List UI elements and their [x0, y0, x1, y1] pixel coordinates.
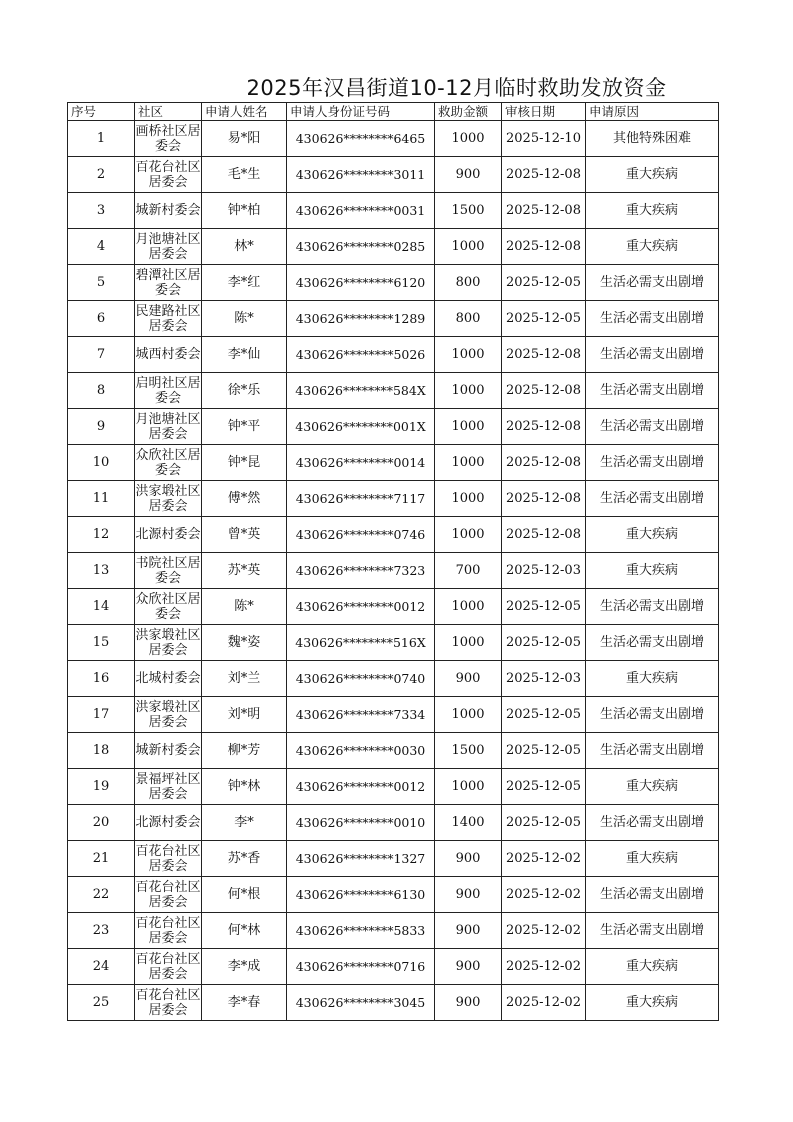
header-name: 申请人姓名 — [202, 103, 287, 121]
cell-name: 陈* — [202, 301, 287, 337]
cell-id-number: 430626********0716 — [287, 949, 435, 985]
cell-name: 林* — [202, 229, 287, 265]
table-row — [68, 193, 719, 229]
table-row — [68, 301, 719, 337]
table-row — [68, 409, 719, 445]
cell-id-number: 430626********5026 — [287, 337, 435, 373]
cell-id-number: 430626********0012 — [287, 589, 435, 625]
cell-id-number: 430626********0014 — [287, 445, 435, 481]
cell-name: 李*仙 — [202, 337, 287, 373]
table-row — [68, 949, 719, 985]
cell-name: 刘*兰 — [202, 661, 287, 697]
cell-no: 2 — [68, 157, 135, 193]
cell-name: 易*阳 — [202, 121, 287, 157]
cell-name: 刘*明 — [202, 697, 287, 733]
cell-id-number: 430626********7323 — [287, 553, 435, 589]
cell-no: 5 — [68, 265, 135, 301]
header-no: 序号 — [68, 103, 135, 121]
cell-amount: 900 — [435, 913, 502, 949]
cell-name: 何*林 — [202, 913, 287, 949]
cell-name: 钟*昆 — [202, 445, 287, 481]
cell-amount: 1000 — [435, 517, 502, 553]
table-body — [68, 121, 719, 1021]
cell-amount: 1500 — [435, 193, 502, 229]
cell-no: 19 — [68, 769, 135, 805]
cell-id-number: 430626********6130 — [287, 877, 435, 913]
cell-no: 7 — [68, 337, 135, 373]
cell-community: 碧潭社区居委会 — [135, 265, 202, 301]
table-row — [68, 589, 719, 625]
cell-amount: 900 — [435, 949, 502, 985]
table-row — [68, 877, 719, 913]
header-reason: 申请原因 — [586, 103, 719, 121]
cell-no: 21 — [68, 841, 135, 877]
cell-date: 2025-12-03 — [502, 553, 586, 589]
cell-id-number: 430626********0740 — [287, 661, 435, 697]
cell-date: 2025-12-05 — [502, 733, 586, 769]
cell-name: 陈* — [202, 589, 287, 625]
cell-date: 2025-12-10 — [502, 121, 586, 157]
cell-amount: 1000 — [435, 229, 502, 265]
cell-reason: 生活必需支出剧增 — [586, 301, 719, 337]
cell-date: 2025-12-05 — [502, 805, 586, 841]
cell-amount: 1500 — [435, 733, 502, 769]
cell-date: 2025-12-08 — [502, 157, 586, 193]
cell-name: 钟*平 — [202, 409, 287, 445]
cell-id-number: 430626********001X — [287, 409, 435, 445]
cell-no: 12 — [68, 517, 135, 553]
cell-no: 3 — [68, 193, 135, 229]
cell-community: 北源村委会 — [135, 805, 202, 841]
table-row — [68, 157, 719, 193]
cell-reason: 生活必需支出剧增 — [586, 805, 719, 841]
cell-no: 4 — [68, 229, 135, 265]
table-row — [68, 769, 719, 805]
cell-reason: 其他特殊困难 — [586, 121, 719, 157]
cell-community: 众欣社区居委会 — [135, 445, 202, 481]
cell-name: 苏*香 — [202, 841, 287, 877]
cell-reason: 重大疾病 — [586, 841, 719, 877]
cell-no: 6 — [68, 301, 135, 337]
cell-amount: 1000 — [435, 373, 502, 409]
cell-date: 2025-12-03 — [502, 661, 586, 697]
cell-no: 14 — [68, 589, 135, 625]
cell-reason: 重大疾病 — [586, 985, 719, 1021]
table-row — [68, 805, 719, 841]
cell-community: 洪家塅社区居委会 — [135, 481, 202, 517]
cell-amount: 900 — [435, 661, 502, 697]
cell-date: 2025-12-08 — [502, 229, 586, 265]
cell-reason: 生活必需支出剧增 — [586, 877, 719, 913]
header-row — [68, 103, 719, 121]
cell-date: 2025-12-08 — [502, 337, 586, 373]
cell-no: 8 — [68, 373, 135, 409]
cell-reason: 重大疾病 — [586, 517, 719, 553]
cell-community: 月池塘社区居委会 — [135, 409, 202, 445]
cell-reason: 重大疾病 — [586, 553, 719, 589]
table-row — [68, 265, 719, 301]
cell-amount: 1400 — [435, 805, 502, 841]
cell-id-number: 430626********3045 — [287, 985, 435, 1021]
cell-id-number: 430626********0031 — [287, 193, 435, 229]
cell-community: 百花台社区居委会 — [135, 841, 202, 877]
cell-amount: 1000 — [435, 121, 502, 157]
cell-reason: 生活必需支出剧增 — [586, 445, 719, 481]
cell-date: 2025-12-08 — [502, 481, 586, 517]
cell-id-number: 430626********6465 — [287, 121, 435, 157]
cell-amount: 800 — [435, 301, 502, 337]
table-row — [68, 517, 719, 553]
cell-amount: 800 — [435, 265, 502, 301]
cell-name: 苏*英 — [202, 553, 287, 589]
cell-no: 24 — [68, 949, 135, 985]
cell-reason: 生活必需支出剧增 — [586, 589, 719, 625]
cell-amount: 1000 — [435, 697, 502, 733]
cell-reason: 生活必需支出剧增 — [586, 409, 719, 445]
cell-amount: 1000 — [435, 589, 502, 625]
table-row — [68, 625, 719, 661]
cell-id-number: 430626********6120 — [287, 265, 435, 301]
table-row — [68, 985, 719, 1021]
cell-no: 23 — [68, 913, 135, 949]
cell-reason: 生活必需支出剧增 — [586, 373, 719, 409]
cell-date: 2025-12-05 — [502, 697, 586, 733]
cell-community: 民建路社区居委会 — [135, 301, 202, 337]
cell-id-number: 430626********3011 — [287, 157, 435, 193]
cell-no: 20 — [68, 805, 135, 841]
cell-no: 11 — [68, 481, 135, 517]
cell-id-number: 430626********7117 — [287, 481, 435, 517]
cell-community: 百花台社区居委会 — [135, 949, 202, 985]
cell-id-number: 430626********1289 — [287, 301, 435, 337]
cell-no: 22 — [68, 877, 135, 913]
cell-reason: 生活必需支出剧增 — [586, 337, 719, 373]
cell-id-number: 430626********5833 — [287, 913, 435, 949]
table-row — [68, 697, 719, 733]
cell-name: 钟*柏 — [202, 193, 287, 229]
cell-community: 城西村委会 — [135, 337, 202, 373]
cell-community: 百花台社区居委会 — [135, 985, 202, 1021]
cell-name: 钟*林 — [202, 769, 287, 805]
cell-no: 18 — [68, 733, 135, 769]
cell-name: 曾*英 — [202, 517, 287, 553]
table-row — [68, 229, 719, 265]
cell-community: 画桥社区居委会 — [135, 121, 202, 157]
cell-community: 景福坪社区居委会 — [135, 769, 202, 805]
cell-name: 李*红 — [202, 265, 287, 301]
cell-reason: 重大疾病 — [586, 769, 719, 805]
cell-date: 2025-12-08 — [502, 409, 586, 445]
table-row — [68, 733, 719, 769]
cell-date: 2025-12-08 — [502, 373, 586, 409]
header-date: 审核日期 — [502, 103, 586, 121]
cell-community: 北源村委会 — [135, 517, 202, 553]
cell-amount: 1000 — [435, 481, 502, 517]
cell-date: 2025-12-02 — [502, 949, 586, 985]
table-row — [68, 445, 719, 481]
cell-name: 魏*姿 — [202, 625, 287, 661]
cell-name: 徐*乐 — [202, 373, 287, 409]
relief-table — [67, 102, 719, 1021]
header-id: 申请人身份证号码 — [287, 103, 435, 121]
cell-community: 书院社区居委会 — [135, 553, 202, 589]
cell-reason: 重大疾病 — [586, 949, 719, 985]
cell-amount: 900 — [435, 841, 502, 877]
page-title: 2025年汉昌街道10-12月临时救助发放资金 — [246, 76, 667, 100]
cell-reason: 重大疾病 — [586, 661, 719, 697]
cell-name: 柳*芳 — [202, 733, 287, 769]
cell-amount: 1000 — [435, 409, 502, 445]
cell-date: 2025-12-05 — [502, 589, 586, 625]
cell-date: 2025-12-05 — [502, 625, 586, 661]
cell-reason: 重大疾病 — [586, 229, 719, 265]
cell-no: 1 — [68, 121, 135, 157]
cell-id-number: 430626********584X — [287, 373, 435, 409]
cell-no: 17 — [68, 697, 135, 733]
cell-name: 何*根 — [202, 877, 287, 913]
cell-community: 城新村委会 — [135, 733, 202, 769]
cell-id-number: 430626********0012 — [287, 769, 435, 805]
cell-community: 百花台社区居委会 — [135, 157, 202, 193]
cell-amount: 1000 — [435, 625, 502, 661]
cell-community: 月池塘社区居委会 — [135, 229, 202, 265]
cell-date: 2025-12-08 — [502, 193, 586, 229]
cell-name: 李* — [202, 805, 287, 841]
cell-amount: 900 — [435, 157, 502, 193]
cell-id-number: 430626********0746 — [287, 517, 435, 553]
cell-community: 百花台社区居委会 — [135, 877, 202, 913]
header-amount: 救助金额 — [435, 103, 502, 121]
cell-reason: 生活必需支出剧增 — [586, 913, 719, 949]
cell-name: 傅*然 — [202, 481, 287, 517]
table-row — [68, 373, 719, 409]
cell-no: 15 — [68, 625, 135, 661]
cell-community: 百花台社区居委会 — [135, 913, 202, 949]
cell-community: 众欣社区居委会 — [135, 589, 202, 625]
cell-date: 2025-12-02 — [502, 913, 586, 949]
cell-id-number: 430626********7334 — [287, 697, 435, 733]
header-community: 社区 — [135, 103, 202, 121]
cell-reason: 生活必需支出剧增 — [586, 265, 719, 301]
cell-no: 10 — [68, 445, 135, 481]
cell-no: 9 — [68, 409, 135, 445]
cell-id-number: 430626********0010 — [287, 805, 435, 841]
cell-name: 李*成 — [202, 949, 287, 985]
cell-id-number: 430626********1327 — [287, 841, 435, 877]
cell-reason: 生活必需支出剧增 — [586, 625, 719, 661]
cell-date: 2025-12-05 — [502, 301, 586, 337]
cell-id-number: 430626********0285 — [287, 229, 435, 265]
cell-reason: 生活必需支出剧增 — [586, 733, 719, 769]
cell-date: 2025-12-08 — [502, 517, 586, 553]
cell-reason: 生活必需支出剧增 — [586, 697, 719, 733]
cell-date: 2025-12-05 — [502, 265, 586, 301]
cell-community: 洪家塅社区居委会 — [135, 625, 202, 661]
cell-name: 李*春 — [202, 985, 287, 1021]
cell-name: 毛*生 — [202, 157, 287, 193]
cell-date: 2025-12-08 — [502, 445, 586, 481]
cell-no: 16 — [68, 661, 135, 697]
cell-amount: 900 — [435, 985, 502, 1021]
cell-reason: 重大疾病 — [586, 193, 719, 229]
cell-date: 2025-12-02 — [502, 985, 586, 1021]
table-row — [68, 481, 719, 517]
cell-community: 启明社区居委会 — [135, 373, 202, 409]
cell-community: 城新村委会 — [135, 193, 202, 229]
cell-amount: 1000 — [435, 445, 502, 481]
cell-reason: 生活必需支出剧增 — [586, 481, 719, 517]
cell-amount: 1000 — [435, 769, 502, 805]
cell-amount: 700 — [435, 553, 502, 589]
cell-community: 北城村委会 — [135, 661, 202, 697]
cell-reason: 重大疾病 — [586, 157, 719, 193]
cell-amount: 1000 — [435, 337, 502, 373]
cell-date: 2025-12-05 — [502, 769, 586, 805]
table-row — [68, 841, 719, 877]
cell-no: 25 — [68, 985, 135, 1021]
cell-id-number: 430626********0030 — [287, 733, 435, 769]
table-row — [68, 913, 719, 949]
table-row — [68, 337, 719, 373]
table-row — [68, 661, 719, 697]
table-row — [68, 121, 719, 157]
cell-amount: 900 — [435, 877, 502, 913]
cell-date: 2025-12-02 — [502, 877, 586, 913]
cell-community: 洪家塅社区居委会 — [135, 697, 202, 733]
cell-date: 2025-12-02 — [502, 841, 586, 877]
cell-id-number: 430626********516X — [287, 625, 435, 661]
cell-no: 13 — [68, 553, 135, 589]
table-row — [68, 553, 719, 589]
